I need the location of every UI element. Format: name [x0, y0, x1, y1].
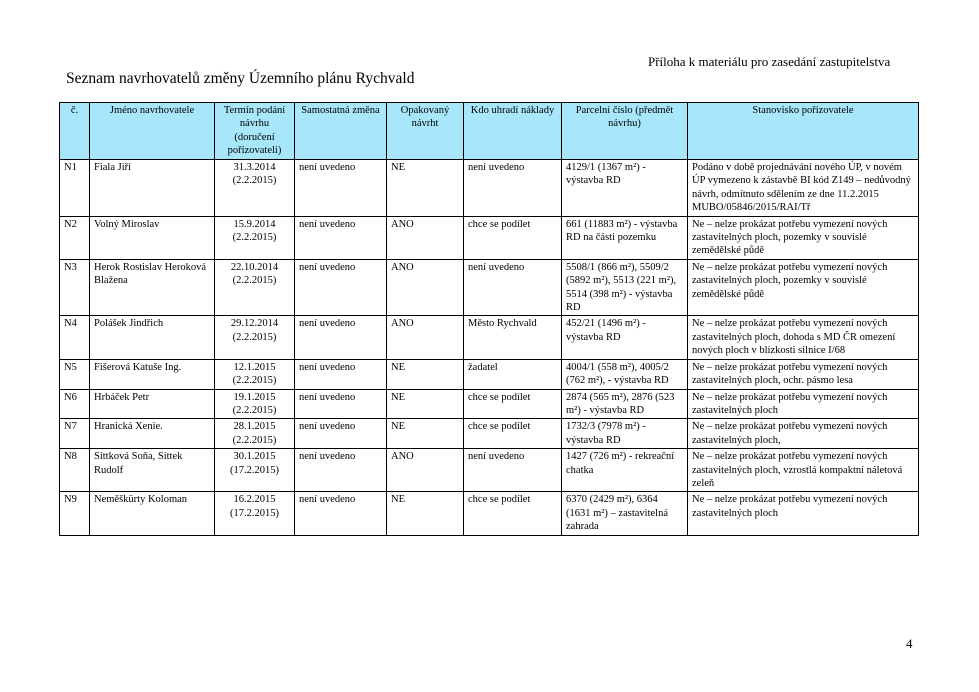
- table-row: [60, 259, 919, 316]
- cell-name: Volný Miroslav: [90, 216, 215, 259]
- cell-opinion: Ne – nelze prokázat potřebu vymezení nových zastavitelných ploch, pozemky v souvislé zemědělské půdě: [688, 259, 919, 316]
- cell-separate-change: není uvedeno: [295, 359, 387, 389]
- cell-separate-change: není uvedeno: [295, 389, 387, 419]
- cell-number: N9: [60, 492, 90, 535]
- cell-name: Sittková Soňa, Sittek Rudolf: [90, 449, 215, 492]
- cell-parcel: 1732/3 (7978 m²) - výstavba RD: [562, 419, 688, 449]
- cell-costs: chce se podílet: [464, 389, 562, 419]
- cell-separate-change: není uvedeno: [295, 449, 387, 492]
- cell-date: 29.12.2014 (2.2.2015): [215, 316, 295, 359]
- table-row: [60, 160, 919, 217]
- applicants-table: [59, 102, 919, 536]
- cell-parcel: 6370 (2429 m²), 6364 (1631 m²) – zastavitelná zahrada: [562, 492, 688, 535]
- cell-date: 16.2.2015 (17.2.2015): [215, 492, 295, 535]
- table-row: [60, 316, 919, 359]
- cell-number: N2: [60, 216, 90, 259]
- table-row: [60, 389, 919, 419]
- cell-name: Hranická Xenie.: [90, 419, 215, 449]
- header-cell-opinion: Stanovisko pořizovatele: [688, 103, 919, 160]
- header-cell-number: č.: [60, 103, 90, 160]
- document-title: Seznam navrhovatelů změny Územního plánu Rychvald: [66, 70, 415, 87]
- table-row: [60, 449, 919, 492]
- cell-separate-change: není uvedeno: [295, 492, 387, 535]
- table-row: [60, 359, 919, 389]
- cell-date: 28.1.2015 (2.2.2015): [215, 419, 295, 449]
- cell-opinion: Ne – nelze prokázat potřebu vymezení nových zastavitelných ploch, pozemky v souvislé zemědělské půdě: [688, 216, 919, 259]
- cell-costs: chce se podílet: [464, 419, 562, 449]
- cell-number: N4: [60, 316, 90, 359]
- cell-costs: není uvedeno: [464, 449, 562, 492]
- cell-opinion: Ne – nelze prokázat potřebu vymezení nových zastavitelných ploch, ochr. pásmo lesa: [688, 359, 919, 389]
- cell-number: N3: [60, 259, 90, 316]
- cell-costs: chce se podílet: [464, 492, 562, 535]
- cell-opinion: Ne – nelze prokázat potřebu vymezení nových zastavitelných ploch: [688, 492, 919, 535]
- cell-name: Neměškürty Koloman: [90, 492, 215, 535]
- cell-name: Herok Rostislav Heroková Blažena: [90, 259, 215, 316]
- cell-date: 30.1.2015 (17.2.2015): [215, 449, 295, 492]
- cell-separate-change: není uvedeno: [295, 160, 387, 217]
- cell-name: Hrbáček Petr: [90, 389, 215, 419]
- cell-separate-change: není uvedeno: [295, 316, 387, 359]
- table-row: [60, 492, 919, 535]
- cell-date: 19.1.2015 (2.2.2015): [215, 389, 295, 419]
- cell-repeated: ANO: [387, 216, 464, 259]
- cell-repeated: ANO: [387, 259, 464, 316]
- cell-parcel: 4129/1 (1367 m²) - výstavba RD: [562, 160, 688, 217]
- page-number: 4: [906, 636, 913, 651]
- cell-parcel: 661 (11883 m²) - výstavba RD na části pozemku: [562, 216, 688, 259]
- cell-date: 12.1.2015 (2.2.2015): [215, 359, 295, 389]
- cell-parcel: 5508/1 (866 m²), 5509/2 (5892 m²), 5513 (221 m²), 5514 (398 m²) - výstavba RD: [562, 259, 688, 316]
- header-cell-date: Termín podání návrhu (doručení pořizovateli): [215, 103, 295, 160]
- cell-costs: není uvedeno: [464, 259, 562, 316]
- cell-costs: chce se podílet: [464, 216, 562, 259]
- header-cell-parcel: Parcelní číslo (předmět návrhu): [562, 103, 688, 160]
- cell-name: Fišerová Katuše Ing.: [90, 359, 215, 389]
- cell-costs: žadatel: [464, 359, 562, 389]
- cell-repeated: ANO: [387, 449, 464, 492]
- cell-date: 15.9.2014 (2.2.2015): [215, 216, 295, 259]
- cell-repeated: NE: [387, 160, 464, 217]
- cell-costs: není uvedeno: [464, 160, 562, 217]
- header-cell-repeated: Opakovaný návrht: [387, 103, 464, 160]
- cell-name: Polášek Jindřich: [90, 316, 215, 359]
- cell-date: 22.10.2014 (2.2.2015): [215, 259, 295, 316]
- cell-separate-change: není uvedeno: [295, 259, 387, 316]
- header-cell-name: Jméno navrhovatele: [90, 103, 215, 160]
- cell-separate-change: není uvedeno: [295, 216, 387, 259]
- cell-parcel: 452/21 (1496 m²) - výstavba RD: [562, 316, 688, 359]
- cell-number: N7: [60, 419, 90, 449]
- cell-parcel: 2874 (565 m²), 2876 (523 m²) - výstavba RD: [562, 389, 688, 419]
- cell-number: N1: [60, 160, 90, 217]
- table-row: [60, 216, 919, 259]
- cell-repeated: ANO: [387, 316, 464, 359]
- table-header-row: [60, 103, 919, 160]
- cell-date: 31.3.2014 (2.2.2015): [215, 160, 295, 217]
- cell-number: N5: [60, 359, 90, 389]
- cell-parcel: 4004/1 (558 m²), 4005/2 (762 m²), - výstavba RD: [562, 359, 688, 389]
- cell-parcel: 1427 (726 m²) - rekreační chatka: [562, 449, 688, 492]
- cell-opinion: Ne – nelze prokázat potřebu vymezení nových zastavitelných ploch, dohoda s MD ČR omezení nových ploch v blízkosti silnice I/68: [688, 316, 919, 359]
- table-row: [60, 419, 919, 449]
- cell-repeated: NE: [387, 359, 464, 389]
- header-cell-separate-change: Samostatná změna: [295, 103, 387, 160]
- document-attachment-note: Příloha k materiálu pro zasedání zastupitelstva: [648, 54, 891, 69]
- cell-repeated: NE: [387, 419, 464, 449]
- cell-separate-change: není uvedeno: [295, 419, 387, 449]
- cell-number: N6: [60, 389, 90, 419]
- cell-opinion: Ne – nelze prokázat potřebu vymezení nových zastavitelných ploch,: [688, 419, 919, 449]
- cell-opinion: Ne – nelze prokázat potřebu vymezení nových zastavitelných ploch, vzrostlá kompaktní náletová zeleň: [688, 449, 919, 492]
- cell-name: Fiala Jiří: [90, 160, 215, 217]
- cell-opinion: Ne – nelze prokázat potřebu vymezení nových zastavitelných ploch: [688, 389, 919, 419]
- cell-repeated: NE: [387, 492, 464, 535]
- cell-costs: Město Rychvald: [464, 316, 562, 359]
- cell-opinion: Podáno v době projednávání nového ÚP, v novém ÚP vymezeno k zástavbě BI kód Z149 – nedůvodný návrh, odmítnuto sdělením ze dne 11.2.2015 MUBO/05846/2015/RAI/Tř: [688, 160, 919, 217]
- header-cell-costs: Kdo uhradí náklady: [464, 103, 562, 160]
- cell-number: N8: [60, 449, 90, 492]
- cell-repeated: NE: [387, 389, 464, 419]
